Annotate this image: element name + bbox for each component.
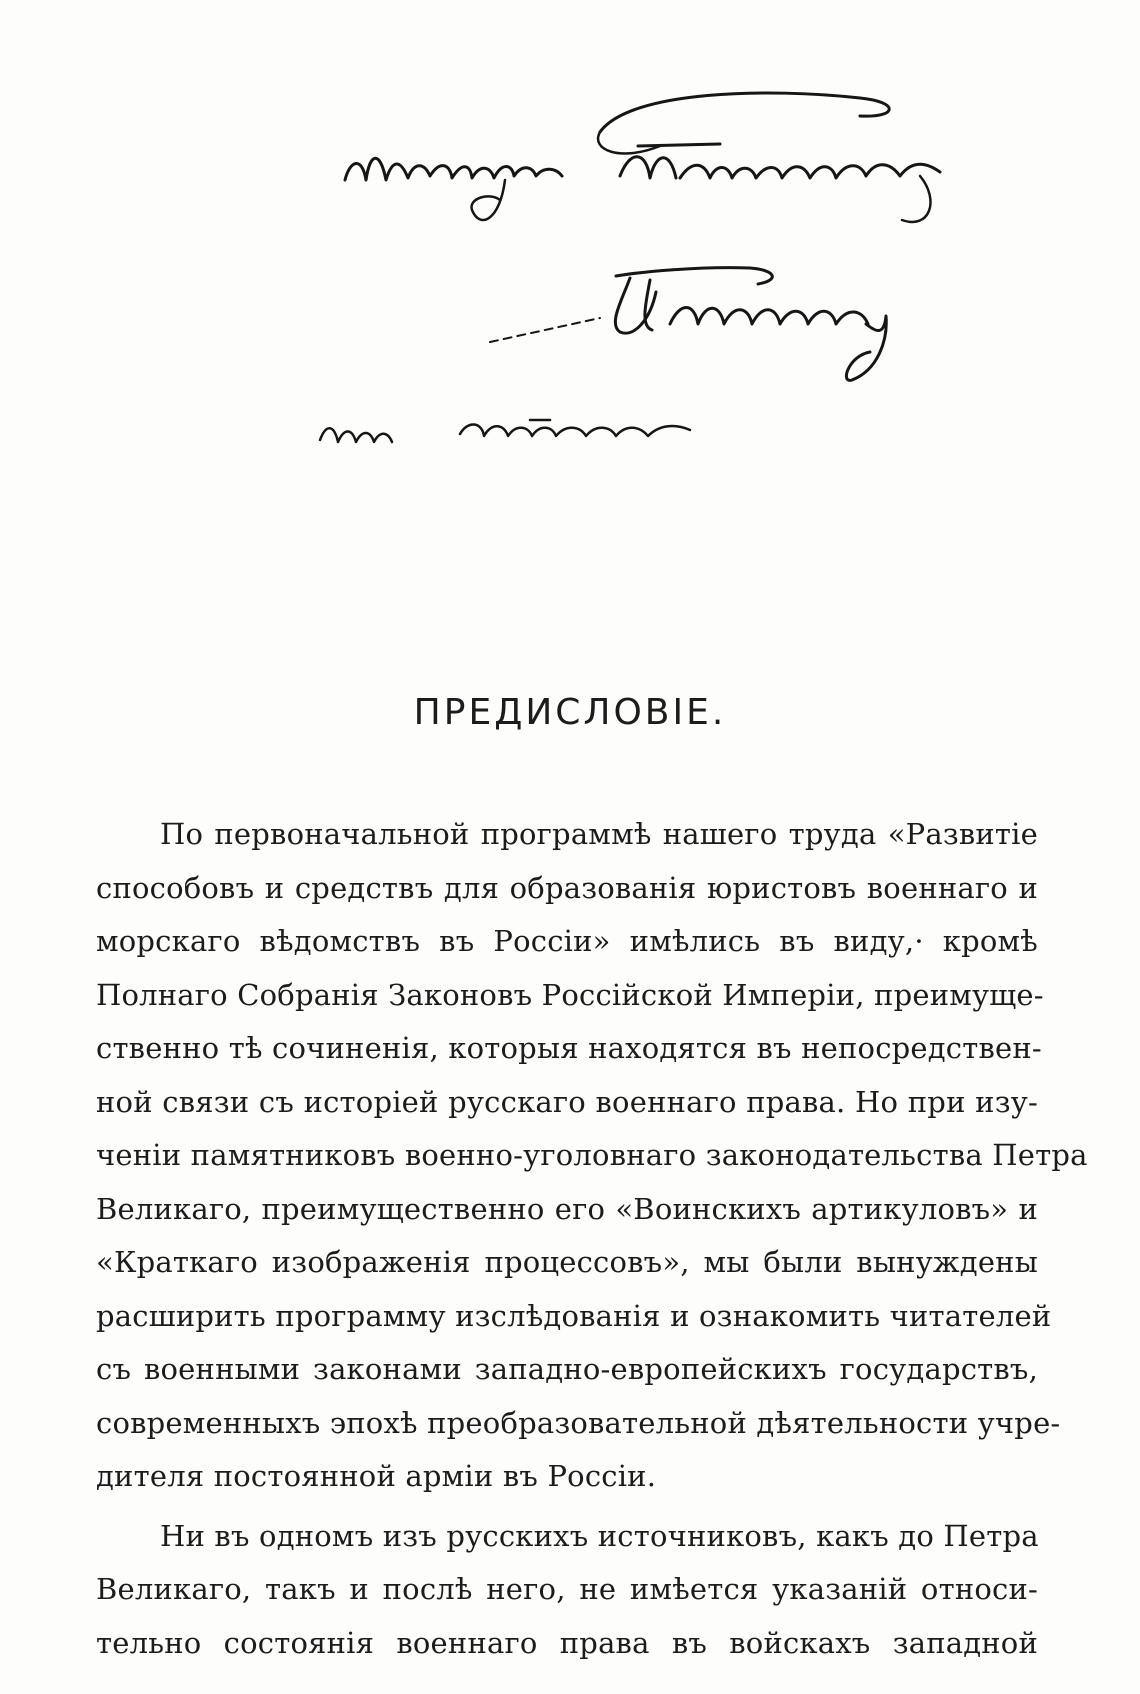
text-line: «Краткаго изображенія процессовъ», мы были вынуждены: [96, 1245, 1038, 1279]
text-line: Великаго, преимущественно его «Воинскихъ артикуловъ» и: [96, 1191, 1038, 1226]
handwritten-dedication: [300, 80, 1080, 510]
text-line: Великаго, такъ и послѣ него, не имѣется указаній относи-: [96, 1572, 1038, 1606]
text-line: Ни въ одномъ изъ русскихъ источниковъ, какъ до Петра: [160, 1518, 1039, 1553]
text-line: ченіи памятниковъ военно-уголовнаго законодательства Петра: [96, 1138, 1088, 1172]
text-line: ственно тѣ сочиненія, которыя находятся въ непосредствен-: [96, 1031, 1042, 1065]
chapter-heading: ПРЕДИСЛОВІЕ.: [413, 692, 727, 733]
preface-body: [96, 808, 1088, 1670]
text-line: расширить программу изслѣдованія и ознакомить читателей: [96, 1298, 1052, 1333]
text-line: дителя постоянной арміи въ Россіи.: [96, 1459, 657, 1493]
text-line: По первоначальной программѣ нашего труда «Развитіе: [160, 817, 1038, 851]
text-line: ной связи съ исторіей русскаго военнаго права. Но при изу-: [96, 1084, 1038, 1119]
text-line: современныхъ эпохѣ преобразовательной дѣятельности учре-: [96, 1405, 1061, 1440]
text-line: способовъ и средствъ для образованія юристовъ военнаго и: [96, 870, 1038, 905]
paragraph: [96, 808, 1088, 1504]
text-line: Полнаго Собранія Законовъ Россійской Имперіи, преимуще-: [96, 977, 1044, 1012]
handwritten-dedication-drawing: [300, 80, 1080, 510]
text-line: морскаго вѣдомствъ въ Россіи» имѣлись въ виду,· кромѣ: [96, 924, 1038, 958]
paragraph: [96, 1510, 1038, 1671]
text-line: съ военными законами западно-европейскихъ государствъ,: [96, 1352, 1038, 1386]
text-line: тельно состоянія военнаго права въ войскахъ западной: [96, 1625, 1038, 1660]
